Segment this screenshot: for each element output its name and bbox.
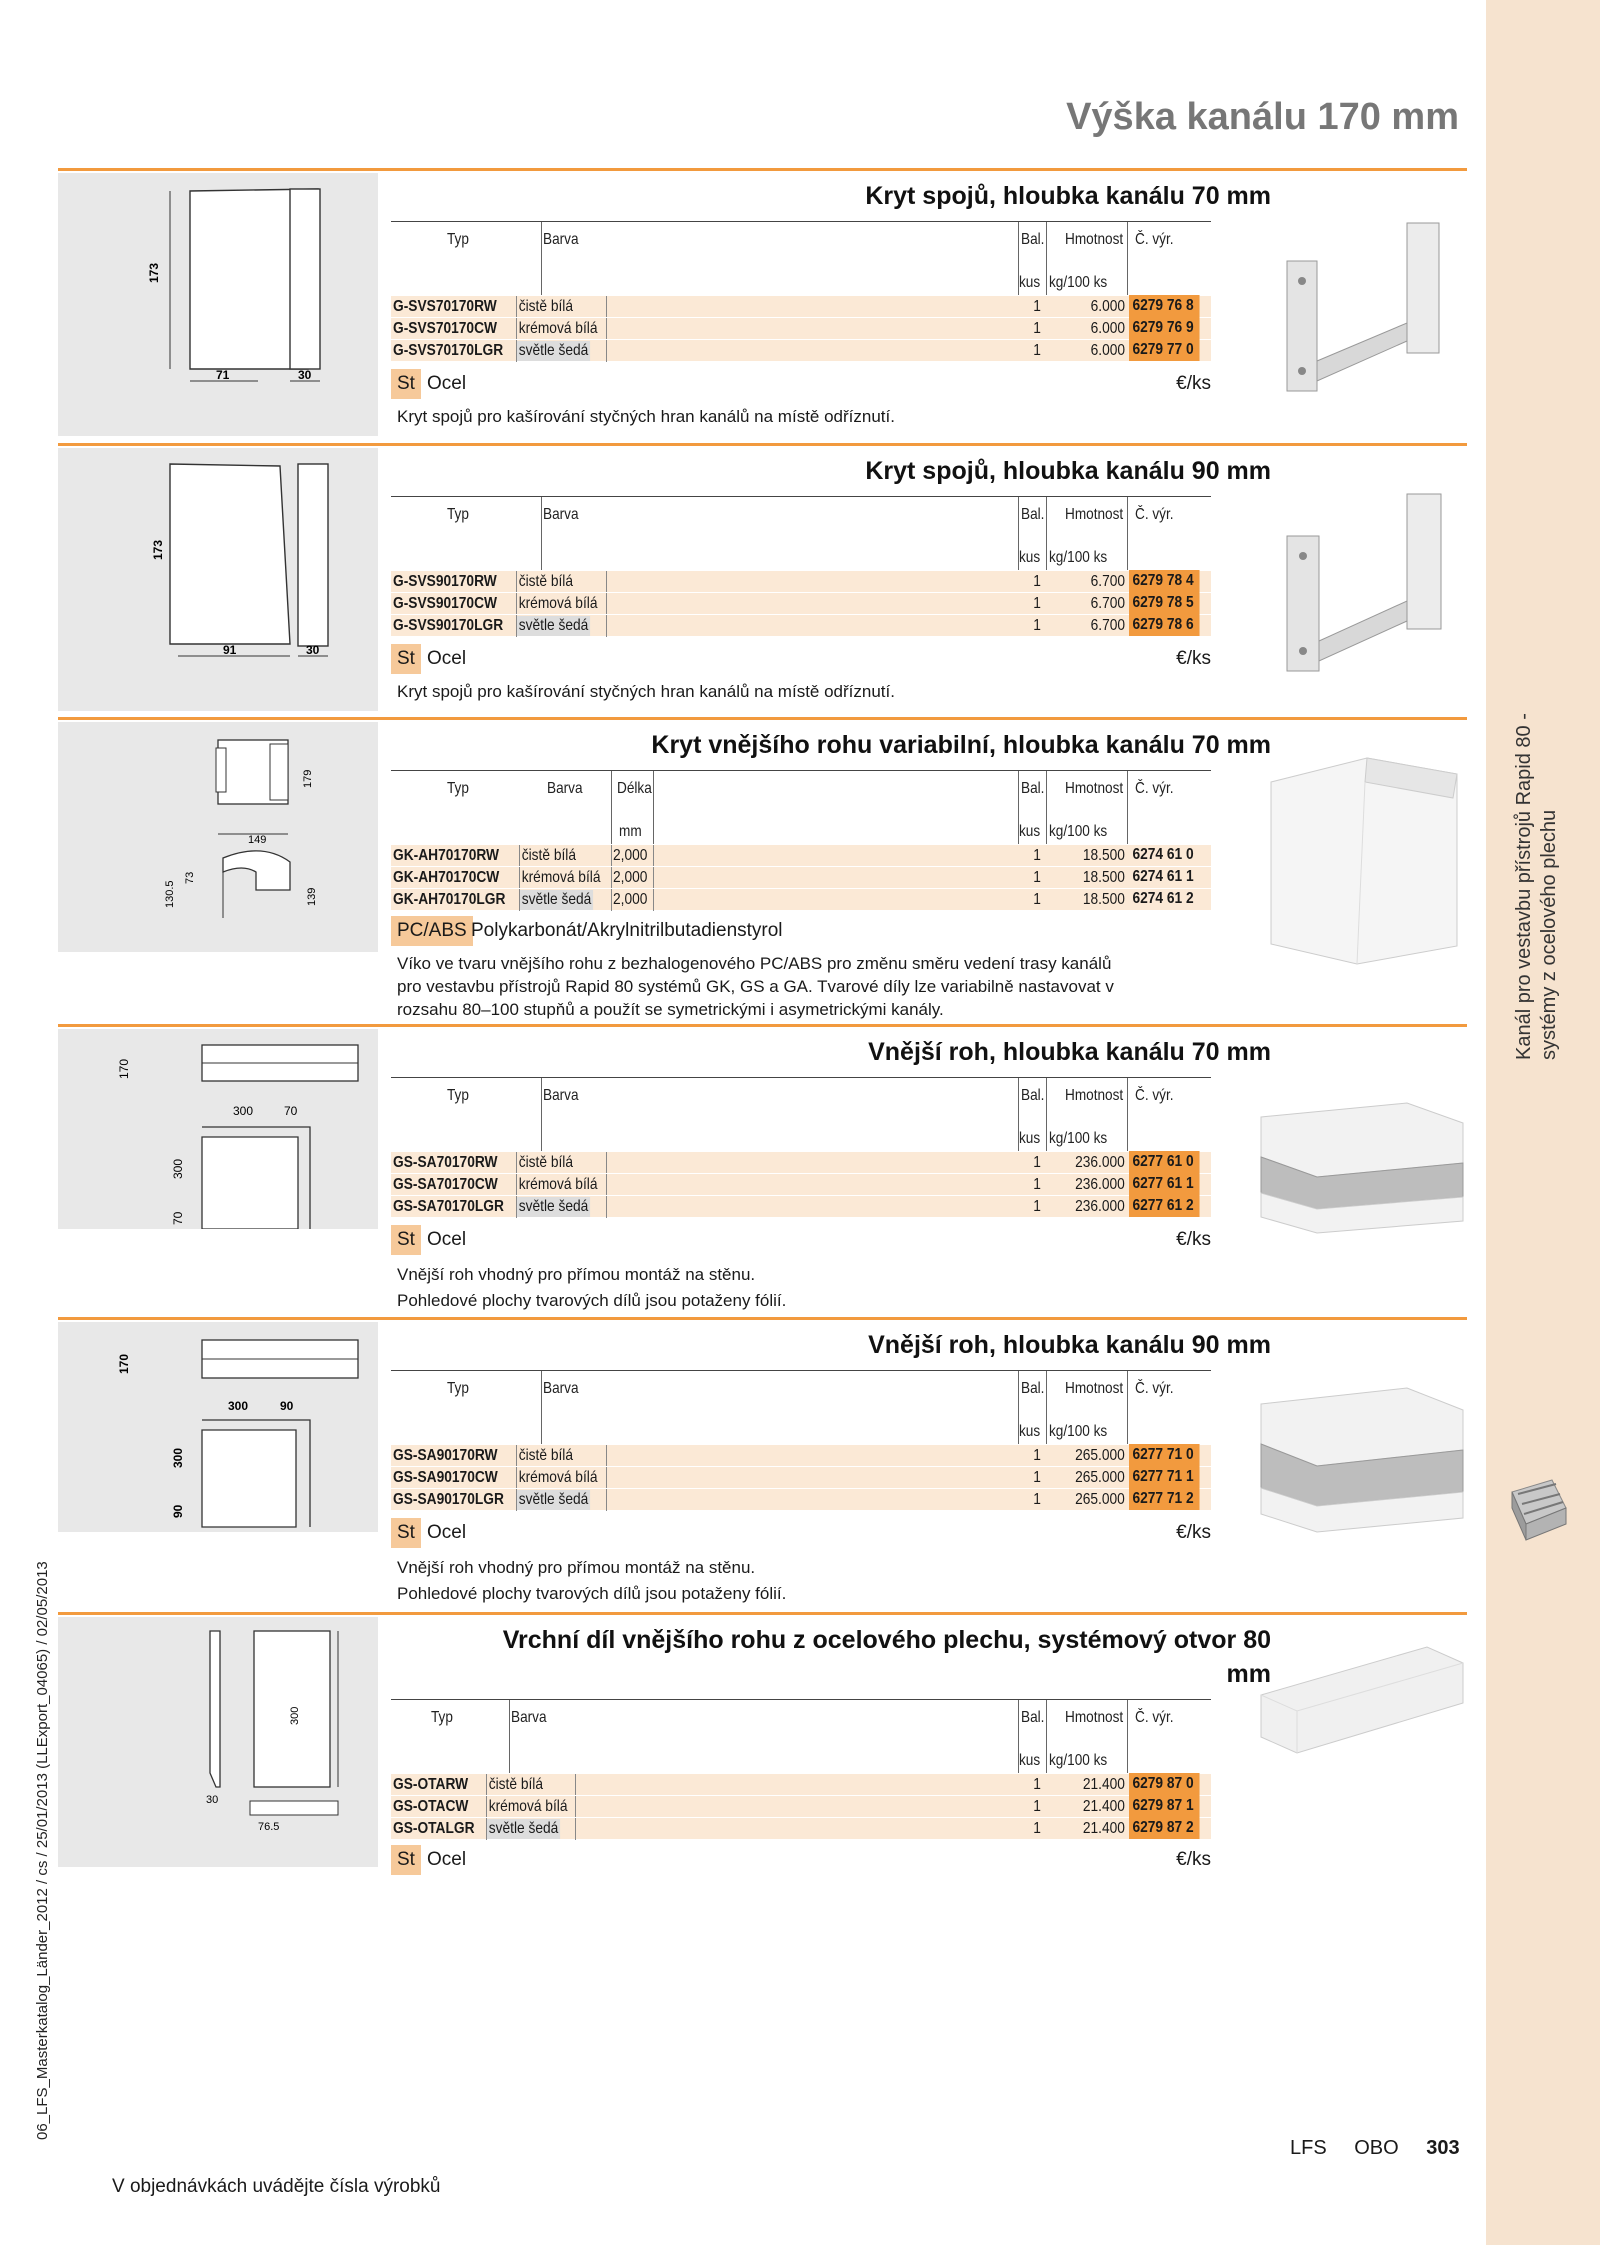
dimension-label: 139 (306, 887, 318, 906)
description: Kryt spojů pro kašírování styčných hran kanálů na místě odříznutí. (397, 407, 895, 426)
product-photo (1257, 1641, 1467, 1771)
cable-channel-icon (1508, 1478, 1570, 1544)
technical-drawing (58, 1617, 378, 1867)
product-photo (1257, 211, 1467, 411)
dimension-label: 90 (280, 1399, 294, 1413)
product-section-gs-sa90 (58, 1317, 1467, 1607)
dimension-label: 91 (223, 643, 237, 657)
section-title: Kryt vnějšího rohu variabilní, hloubka kanálu 70 mm (651, 731, 1271, 759)
table-header: Typ Barva Bal. Hmotnost Č. výr. kus kg/100 ks (391, 1370, 1211, 1444)
technical-drawing (58, 448, 378, 711)
product-section-g-svs90 (58, 443, 1467, 711)
product-section-gs-ota (58, 1612, 1467, 1872)
dimension-label: 300 (289, 1706, 301, 1725)
dimension-label: 173 (147, 262, 161, 283)
table-row: GS-OTACW krémová bílá 1 21.400 6279 87 1 (391, 1795, 1211, 1817)
product-photo (1257, 1380, 1467, 1540)
table-row: GS-SA90170RW čistě bílá 1 265.000 6277 71 0 (391, 1444, 1211, 1466)
dimension-label: 300 (228, 1399, 249, 1413)
table-header: Typ Barva Bal. Hmotnost Č. výr. kus kg/100 ks (391, 221, 1211, 295)
dimension-label: 71 (216, 368, 230, 382)
dimension-label: 76.5 (258, 1821, 280, 1833)
dimension-label: 90 (171, 1504, 185, 1518)
section-title: Kryt spojů, hloubka kanálu 90 mm (865, 457, 1271, 485)
product-photo (1257, 1097, 1467, 1237)
table-header: Typ Barva Bal. Hmotnost Č. výr. kus kg/100 ks (391, 1699, 1211, 1773)
material-line: St Ocel €/ks (391, 1845, 1211, 1875)
dimension-label: 130.5 (164, 880, 176, 908)
material-line: St Ocel €/ks (391, 1518, 1211, 1548)
description: Vnější roh vhodný pro přímou montáž na stěnu. Pohledové plochy tvarových dílů jsou potaženy fólií. (397, 1558, 787, 1603)
section-title: Vnější roh, hloubka kanálu 90 mm (868, 1331, 1271, 1359)
technical-drawing (58, 722, 378, 952)
dimension-label: 300 (171, 1158, 185, 1179)
footer-brand: LFS OBO 303 (1290, 2137, 1460, 2159)
technical-drawing (58, 1029, 378, 1229)
table-header: Typ Barva Délka Bal. Hmotnost Č. výr. mm kus kg/100 ks (391, 770, 1211, 844)
dimension-label: 179 (302, 769, 314, 788)
product-section-gk-ah70 (58, 717, 1467, 1019)
table-row: GS-OTALGR světle šedá 1 21.400 6279 87 2 (391, 1817, 1211, 1839)
dimension-label: 170 (117, 1353, 131, 1374)
dimension-label: 73 (184, 871, 196, 884)
product-section-g-svs70 (58, 168, 1467, 436)
section-title: Vnější roh, hloubka kanálu 70 mm (868, 1038, 1271, 1066)
description: Víko ve tvaru vnějšího rohu z bezhalogenového PC/ABS pro změnu směru vedení trasy kanálů pro vestavbu přístrojů Rapid 80 systémů GK, GS a GA. Tvarové díly lze variabilně nastavovat v rozsahu 80–100 stupňů a použít se symetrickými i asymetrickými kanály. (397, 954, 1114, 1019)
dimension-label: 30 (206, 1794, 219, 1806)
section-title: Vrchní díl vnějšího rohu z ocelového plechu, systémový otvor 80 mm (502, 1626, 1271, 1688)
material-line: St Ocel €/ks (391, 644, 1211, 674)
table-row: GS-SA70170RW čistě bílá 1 236.000 6277 61 0 (391, 1151, 1211, 1173)
sidebar (1486, 0, 1600, 2245)
dimension-label: 149 (248, 834, 267, 846)
section-title: Kryt spojů, hloubka kanálu 70 mm (865, 182, 1271, 210)
product-photo (1257, 476, 1467, 686)
description: Vnější roh vhodný pro přímou montáž na stěnu. Pohledové plochy tvarových dílů jsou potaženy fólií. (397, 1265, 787, 1310)
technical-drawing (58, 1322, 378, 1532)
table-row: GS-SA90170LGR světle šedá 1 265.000 6277 71 2 (391, 1488, 1211, 1510)
table-row: GS-OTARW čistě bílá 1 21.400 6279 87 0 (391, 1773, 1211, 1795)
product-section-gs-sa70 (58, 1024, 1467, 1314)
page-title: Výška kanálu 170 mm (1066, 96, 1459, 138)
table-row: G-SVS90170CW krémová bílá 1 6.700 6279 78 5 (391, 592, 1211, 614)
dimension-label: 30 (298, 368, 312, 382)
table-row: G-SVS70170CW krémová bílá 1 6.000 6279 76 9 (391, 317, 1211, 339)
dimension-label: 70 (171, 1211, 185, 1225)
dimension-label: 173 (151, 539, 165, 560)
table-row: GS-SA70170CW krémová bílá 1 236.000 6277 61 1 (391, 1173, 1211, 1195)
table-row: G-SVS70170RW čistě bílá 1 6.000 6279 76 8 (391, 295, 1211, 317)
table-row: GS-SA90170CW krémová bílá 1 265.000 6277 71 1 (391, 1466, 1211, 1488)
dimension-label: 70 (284, 1104, 298, 1118)
table-row: GK-AH70170RW čistě bílá 2,000 1 18.500 6274 61 0 (391, 844, 1211, 866)
page-number: 303 (1426, 2137, 1460, 2159)
table-row: G-SVS90170LGR světle šedá 1 6.700 6279 78 6 (391, 614, 1211, 636)
table-row: GS-SA70170LGR světle šedá 1 236.000 6277 61 2 (391, 1195, 1211, 1217)
dimension-label: 300 (233, 1104, 254, 1118)
table-row: G-SVS90170RW čistě bílá 1 6.700 6279 78 4 (391, 570, 1211, 592)
dimension-label: 170 (117, 1058, 131, 1079)
dimension-label: 30 (306, 643, 320, 657)
table-row: GK-AH70170LGR světle šedá 2,000 1 18.500 6274 61 2 (391, 888, 1211, 910)
technical-drawing (58, 173, 378, 436)
material-line: St Ocel €/ks (391, 1225, 1211, 1255)
table-header: Typ Barva Bal. Hmotnost Č. výr. kus kg/100 ks (391, 496, 1211, 570)
table-row: GK-AH70170CW krémová bílá 2,000 1 18.500 6274 61 1 (391, 866, 1211, 888)
dimension-label: 300 (171, 1447, 185, 1468)
material-line: St Ocel €/ks (391, 369, 1211, 399)
footer-note: V objednávkách uvádějte čísla výrobků (112, 2176, 441, 2197)
product-photo (1257, 738, 1467, 968)
material-line: PC/ABS Polykarbonát/Akrylnitrilbutadienstyrol (391, 916, 1211, 946)
table-row: G-SVS70170LGR světle šedá 1 6.000 6279 77 0 (391, 339, 1211, 361)
table-header: Typ Barva Bal. Hmotnost Č. výr. kus kg/100 ks (391, 1077, 1211, 1151)
description: Kryt spojů pro kašírování styčných hran kanálů na místě odříznutí. (397, 682, 895, 701)
